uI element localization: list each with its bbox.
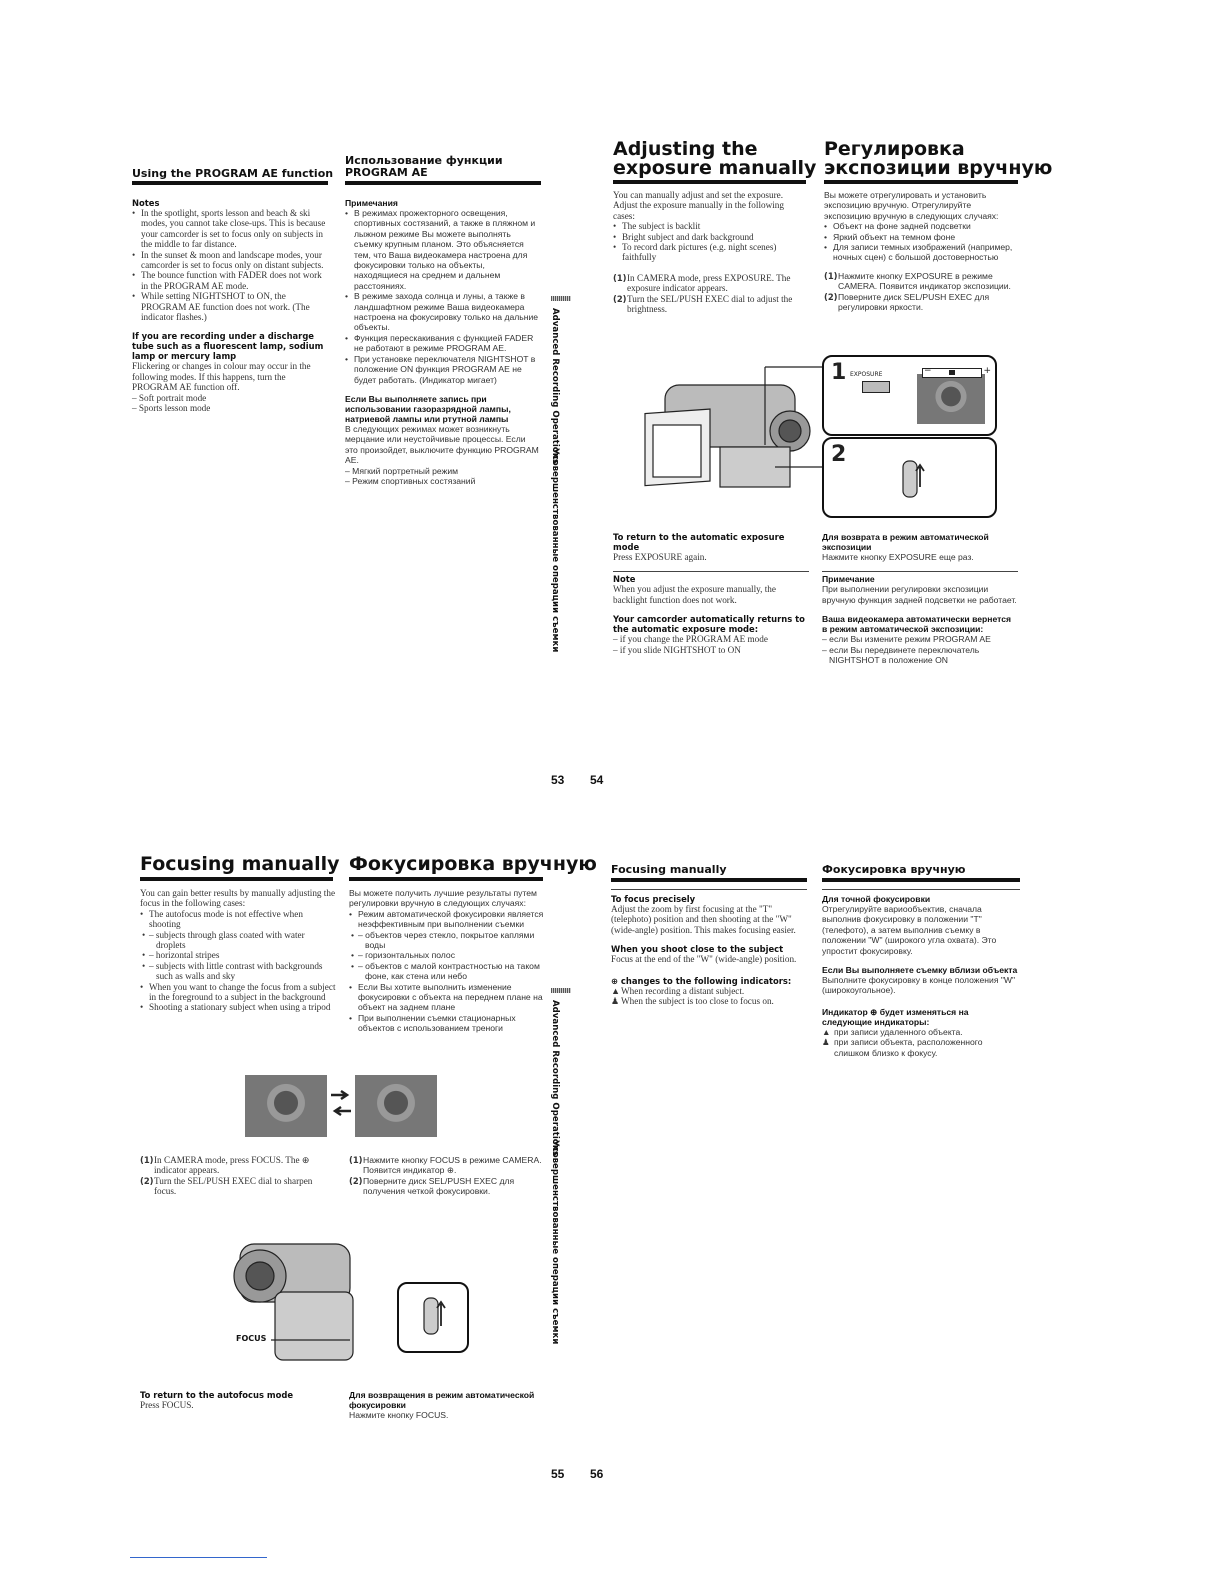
camcorder-illustration-exposure [625,355,825,515]
p54-en-return-text: Press EXPOSURE again. [613,552,707,562]
list-item: – если Вы измените режим PROGRAM AE [822,634,991,645]
p55-en-return [140,1390,336,1410]
step-text: Поверните диск SEL/PUSH EXEC для регулировки яркости. [838,291,990,313]
p54-en-note: When you adjust the exposure manually, the backlight function does not work. [613,584,776,605]
page-number-54: 54 [590,773,604,787]
list-item: • При выполнении съемки стационарных объектов с использованием треноги [349,1013,545,1034]
rule [349,877,543,881]
step-text: In CAMERA mode, press EXPOSURE. The exposure indicator appears. [627,272,791,294]
dial-icon [418,1294,448,1340]
p55-en-return-head: To return to the autofocus mode [140,1390,294,1400]
exposure-indicator-thumb [949,370,955,375]
p56-en-title: Focusing manually [611,863,727,876]
p54-en-title-line1: Adjusting the [613,138,758,160]
p54-en-note-label: Note [613,574,636,585]
p53-en-title: Using the PROGRAM AE function [132,167,334,180]
list-item: • Shooting a stationary subject when using a tripod [140,1002,336,1012]
list-item: • Объект на фоне задней подсветки [824,221,1020,231]
indicator-text: When the subject is too close to focus on. [621,996,774,1007]
step [140,1155,336,1176]
list-item-text: subjects with little contrast with backgrounds such as walls and sky [155,960,323,982]
step-text: Turn the SEL/PUSH EXEC dial to sharpen focus. [154,1175,313,1197]
page-number-55: 55 [551,1467,565,1481]
sub-list-item: • – объектов через стекло, покрытое каплями воды [358,930,545,951]
list-item: • The bounce function with FADER does not work in the PROGRAM AE mode. [132,270,328,291]
person-icon: ♟ [611,996,620,1007]
step-number: (1) [613,272,627,283]
thumb-marker [551,296,571,301]
p54-ru-title [824,140,1052,178]
rule [345,181,541,185]
minus-icon: − [924,366,932,376]
p54-en-intro-column [613,190,806,314]
mountain-icon: ▲ [822,1026,831,1037]
p55-ru-return-head: Для возвращения в режим автоматической фокусировки [349,1390,535,1410]
p55-en-cases [140,909,336,1013]
p54-ru-intro-column [824,190,1020,312]
list-item: • To record dark pictures (e.g. night scenes) faithfully [613,242,806,263]
p55-en-column [140,888,336,1013]
p56-en-precise-head: To focus precisely [611,894,696,904]
list-item: – if you change the PROGRAM AE mode [613,634,768,645]
step-text: Нажмите кнопку EXPOSURE в режиме CAMERA. Появится индикатор экспозиции. [838,270,1011,292]
sub-list-item: • – объектов с малой контрастностью на таком фоне, как стена или небо [358,961,545,982]
p55-ru-intro: Вы можете получить лучшие результаты путем регулировки вручную в следующих случаях: [349,888,537,909]
p54-en-steps [613,273,806,315]
list-item: • Bright subject and dark background [613,232,806,242]
sub-list [149,930,336,982]
exposure-button [862,381,890,393]
exposure-indicator-bar [922,366,991,378]
list-item-text: The autofocus mode is not effective when shooting [149,908,303,930]
person-icon: ♟ [822,1037,830,1048]
list-item: • В режимах прожекторного освещения, спортивных состязаний, а также в пляжном и лыжном режиме Вы можете выполнять съемку крупным планом. Это объясняется тем, что Ваша видеокамера настроена для фокусировки только на объекты, находящиеся на среднем и дальнем расстояниях. [345,208,540,291]
list-item-text: horizontal stripes [155,950,220,961]
p56-en-close-text: Focus at the end of the "W" (wide-angle) position. [611,954,797,965]
list-item-text: Мягкий портретный режим [352,465,459,476]
list-item: • В режиме захода солнца и луны, а также в ландшафтном режиме Ваша видеокамера настроена на фокусировку только на дальние объекты. [345,291,540,333]
list-item-text: if you slide NIGHTSHOT to ON [619,644,741,655]
step-number: (2) [613,293,627,304]
p56-en-close-head: When you shoot close to the subject [611,944,784,955]
p53-ru-modes [345,466,540,487]
list-item-text: Soft portrait mode [138,392,207,403]
p53-ru-subhead: Если Вы выполняете запись при использовании газоразрядной лампы, натриевой лампы или ртутной лампы [345,393,511,424]
list-item: • Функция перескакивания с функцией FADER не работают в режиме PROGRAM AE. [345,333,540,354]
rule [140,877,333,881]
p54-en-cases [613,221,806,263]
diagram-step1-box [822,355,997,436]
step-number: (1) [349,1155,363,1165]
indicator-text: при записи объекта, расположенного слишком близко к фокусу. [834,1037,983,1058]
list-item: – Режим спортивных состязаний [345,475,476,486]
list-item: – Мягкий портретный режим [345,465,459,476]
camcorder-illustration-focus [215,1232,395,1372]
rule [822,571,1018,572]
indicator-text: When recording a distant subject. [621,985,745,996]
sub-list-item: • – subjects through glass coated with water droplets [149,930,336,951]
p54-ru-auto-items [822,634,1018,665]
step-text: Поверните диск SEL/PUSH EXEC для получения четкой фокусировки. [363,1175,515,1197]
p56-ru-close-text: Выполните фокусировку в конце положения "W" (широкоугольное). [822,975,1016,996]
rule [822,889,1020,890]
step-number: (1) [140,1155,154,1165]
rule [613,180,806,184]
swap-arrows-icon [329,1088,353,1120]
p53-ru-notes [345,208,540,385]
list-item: – Sports lesson mode [132,403,211,414]
step-number: (1) [824,270,838,281]
step [613,294,806,315]
p54-ru-return-text: Нажмите кнопку EXPOSURE еще раз. [822,552,974,562]
sidebar-ru-top: Усовершенствованные операции съемки [550,448,560,653]
p53-en-subhead: If you are recording under a discharge tube such as a fluorescent lamp, sodium lamp or mercury lamp [132,331,324,362]
p54-en-return-head: To return to the automatic exposure mode [613,532,785,552]
p55-ru-steps [349,1155,545,1197]
sub-list-item: • – горизонтальных полос [358,950,545,960]
list-item-text: Режим автоматической фокусировки является неэффективным при выполнении съемки [358,908,544,930]
blurred-photo [245,1075,327,1137]
p56-ru-ind-items [822,1027,1020,1058]
p54-ru-note: При выполнении регулировки экспозиции вручную функция задней подсветки не работает. [822,584,1017,605]
p54-ru-auto-head: Ваша видеокамера автоматически вернется в режим автоматической экспозиции: [822,614,1012,635]
step [613,273,806,294]
list-item: • Если Вы хотите выполнить изменение фокусировки с объекта на переднем плане на объект на заднем плане [349,982,545,1013]
step-number: (2) [349,1175,363,1186]
p54-en-lower-column [613,532,809,655]
p54-ru-return-head: Для возврата в режим автоматической экспозиции [822,532,989,552]
p53-en-column [132,198,328,414]
p54-ru-title-line2: экспозиции вручную [824,157,1053,179]
step-number: (2) [824,291,838,302]
list-item-text: subjects through glass coated with water droplets [155,929,305,951]
rule [822,878,1020,882]
p55-ru-return [349,1390,545,1420]
list-item: • The subject is backlit [613,221,806,231]
indicator-row [611,986,809,996]
p56-ru-ind-head: Индикатор ⊕ будет изменяться на следующие индикаторы: [822,1006,969,1027]
sharp-photo [355,1075,437,1137]
sub-list-item: • – horizontal stripes [149,950,336,960]
p54-en-title-line2: exposure manually [613,157,817,179]
exposure-button-label: EXPOSURE [850,371,883,378]
page-number-56: 56 [590,1467,604,1481]
p53-ru-title-line1: Использование функции [345,154,503,167]
list-item: • При установке переключателя NIGHTSHOT в положение ON функция PROGRAM AE не будет работать. (Индикатор мигает) [345,354,540,385]
focus-label: FOCUS [236,1334,267,1343]
diagram-step2-number: 2 [831,442,847,467]
list-item-text: горизонтальных полос [365,950,455,961]
footer-link-line [130,1557,267,1558]
p54-en-auto-items [613,634,809,655]
indicator-row [611,996,809,1006]
page-number-53: 53 [551,773,565,787]
p54-ru-lower-column [822,532,1018,665]
p56-ru-precise-head: Для точной фокусировки [822,894,931,904]
p53-ru-subtext: В следующих режимах может возникнуть мерцание или неустойчивые процессы. Если это произойдет, выключите функцию PROGRAM AE. [345,423,539,466]
p56-ru-title: Фокусировка вручную [822,863,966,876]
p55-ru-return-text: Нажмите кнопку FOCUS. [349,1410,449,1420]
p53-ru-title-line2: PROGRAM AE [345,166,428,179]
step-number: (2) [140,1175,154,1186]
list-item-text: объектов через стекло, покрытое каплями воды [365,929,535,951]
p53-en-modes [132,393,328,414]
list-item-text: если Вы передвинете переключатель NIGHTSHOT в положение ON [829,644,980,666]
step-text: In CAMERA mode, press FOCUS. The ⊕ indicator appears. [154,1155,310,1176]
p56-en-ind-head: ⊕ changes to the following indicators: [611,975,792,986]
list-item: • Для записи темных изображений (например, ночных сцен) с большой достоверностью [824,242,1020,263]
p54-en-auto-head: Your camcorder automatically returns to the automatic exposure mode: [613,614,805,635]
rule [611,878,807,882]
p55-en-return-text: Press FOCUS. [140,1400,194,1410]
list-item: – Soft portrait mode [132,392,207,403]
list-item-text: if you change the PROGRAM AE mode [619,634,768,645]
sub-list-item: • – subjects with little contrast with backgrounds such as walls and sky [149,961,336,982]
list-item-text: объектов с малой контрастностью на таком фоне, как стена или небо [365,960,540,982]
indicator-row [822,1027,1020,1037]
p56-en-column [611,894,809,1006]
indicator-text: при записи удаленного объекта. [834,1026,963,1037]
thumb-marker [551,988,571,993]
list-item: • In the sunset & moon and landscape modes, your camcorder is set to focus only on distant subjects. [132,250,328,271]
p53-ru-title [345,155,503,179]
p54-en-intro: You can manually adjust and set the exposure. Adjust the exposure manually in the following cases: [613,190,784,221]
diagram-step2-box [822,437,997,518]
p54-en-title [613,140,816,178]
list-item-text: Режим спортивных состязаний [352,475,476,486]
p56-en-precise-text: Adjust the zoom by first focusing at the "T" (telephoto) position and then shooting at the "W" (wide-angle) position. This makes focusing easier. [611,904,796,935]
list-item: – если Вы передвинете переключатель NIGHTSHOT в положение ON [822,644,980,666]
list-item-text: если Вы измените режим PROGRAM AE [829,634,991,645]
p55-en-steps [140,1155,336,1197]
step-text: Turn the SEL/PUSH EXEC dial to adjust the brightness. [627,293,793,315]
p53-ru-column [345,198,540,486]
rule [132,181,328,185]
diagram-step1-number: 1 [831,360,847,385]
p55-ru-title: Фокусировка вручную [349,853,597,875]
step [824,292,1020,313]
rule [824,180,1018,184]
focus-dial-box [397,1282,469,1353]
list-item [140,909,336,982]
p55-en-title: Focusing manually [140,853,340,875]
p56-en-ind-items [611,986,809,1007]
mountain-icon: ▲ [611,985,621,996]
p54-ru-intro: Вы можете отрегулировать и установить экспозицию вручную. Отрегулируйте экспозицию вручную в следующих случаях: [824,190,999,221]
p53-en-notes [132,208,328,322]
p54-ru-note-label: Примечание [822,574,875,585]
p56-ru-column [822,894,1020,1058]
exposure-preview-photo [917,374,985,424]
list-item [349,909,545,982]
step [349,1155,545,1176]
list-item: • When you want to change the focus from a subject in the foreground to a subject in the background [140,982,336,1003]
list-item: • While setting NIGHTSHOT to ON, the PROGRAM AE function does not work. (The indicator flashes.) [132,291,328,322]
dial-icon [897,457,927,503]
sidebar-en-top: Advanced Recording Operations [550,308,560,464]
step [349,1176,545,1197]
step-text: Нажмите кнопку FOCUS в режиме CAMERA. Появится индикатор ⊕. [363,1155,542,1176]
p55-en-intro: You can gain better results by manually adjusting the focus in the following cases: [140,888,336,909]
plus-icon: + [983,366,991,376]
rule [613,571,809,572]
sub-list [358,930,545,982]
indicator-row [822,1037,1020,1058]
sidebar-ru-bottom: Усовершенствованные операции съемки [550,1140,560,1345]
step [140,1176,336,1197]
list-item: • Яркий объект на темном фоне [824,232,1020,242]
p54-ru-steps [824,271,1020,313]
p55-ru-column [349,888,545,1034]
list-item: • In the spotlight, sports lesson and beach & ski modes, you cannot take close-ups. This is because your camcorder is set to focus only on subjects in the middle to far distance. [132,208,328,250]
sidebar-en-bottom: Advanced Recording Operations [550,1000,560,1156]
list-item-text: Sports lesson mode [138,403,211,414]
list-item: – if you slide NIGHTSHOT to ON [613,644,741,655]
p54-ru-cases [824,221,1020,263]
p55-ru-cases [349,909,545,1034]
p53-en-notes-label: Notes [132,198,160,208]
p54-ru-title-line1: Регулировка [824,138,965,160]
p56-ru-close-head: Если Вы выполняете съемку вблизи объекта [822,965,1018,976]
p56-ru-precise-text: Отрегулируйте вариообъектив, сначала выполнив фокусировку в положении "T" (телефото), а затем выполнив съемку в положении "W" (широкого угла охвата). Это упростит фокусировку. [822,904,997,956]
p53-ru-notes-label: Примечания [345,198,398,208]
rule [611,889,807,890]
step [824,271,1020,292]
p53-en-subtext: Flickering or changes in colour may occur in the following modes. If this happens, turn the PROGRAM AE function off. [132,361,311,393]
